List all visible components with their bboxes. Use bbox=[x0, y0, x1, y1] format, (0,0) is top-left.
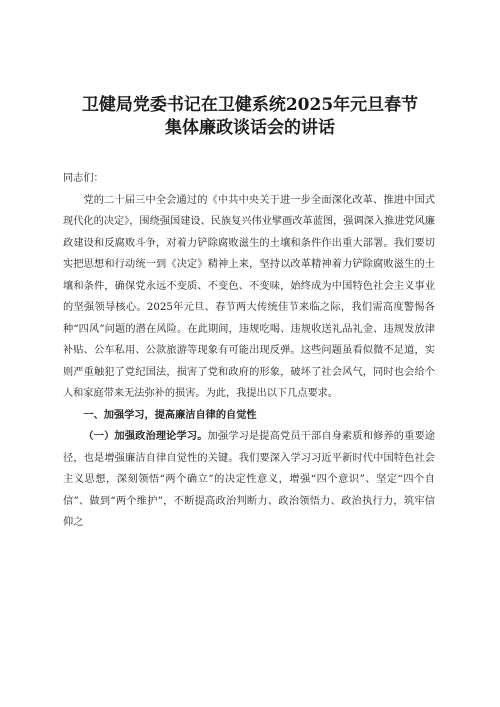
sub-heading-1: （一）加强政治理论学习。 bbox=[83, 430, 208, 442]
paragraph-sub-1 bbox=[63, 426, 435, 534]
sub-1-text: 加强学习是提高党员干部自身素质和修养的重要途径，也是增强廉洁自律自觉性的关键。我们要深入学习习近平新时代中国特色社会主义思想，深刻领悟“两个确立”的决定性意义，增强“四个意识”、坚定“四个自信”、做到“两个维护”，不断提高政治判断力、政治领悟力、政治执行力，筑牢信仰之 bbox=[63, 431, 436, 528]
document-title-line-2: 集体廉政谈话会的讲话 bbox=[165, 118, 335, 138]
paragraph-intro: 党的二十届三中全会通过的《中共中央关于进一步全面深化改革、推进中国式现代化的决定》，围绕强国建设、民族复兴伟业擘画改革蓝图，强调深入推进党风廉政建设和反腐败斗争，对着力铲除腐败滋生的土壤和条件作出重大部署。我们要切实把思想和行动统一到《决定》精神上来，坚持以改革精神着力铲除腐败滋生的土壤和条件，确保党永远不变质、不变色、不变味，始终成为中国特色社会主义事业的坚强领导核心。2025年元旦、春节两大传统佳节来临之际，我们需高度警惕各种“四风”问题的潜在风险。在此期间，违规吃喝、违规收送礼品礼金、违规发放津补贴、公车私用、公款旅游等现象有可能出现反弹。这些问题虽看似微不足道，实则严重触犯了党纪国法，损害了党和政府的形象，破坏了社会风气，同时也会给个人和家庭带来无法弥补的损害。为此，我提出以下几点要求。 bbox=[63, 194, 435, 399]
document-body bbox=[63, 168, 435, 534]
salutation: 同志们： bbox=[63, 173, 104, 184]
document-title-line-1: 卫健局党委书记在卫健系统2025年元旦春节 bbox=[81, 95, 419, 115]
section-heading-1: 一、加强学习，提高廉洁自律的自觉性 bbox=[83, 408, 257, 421]
